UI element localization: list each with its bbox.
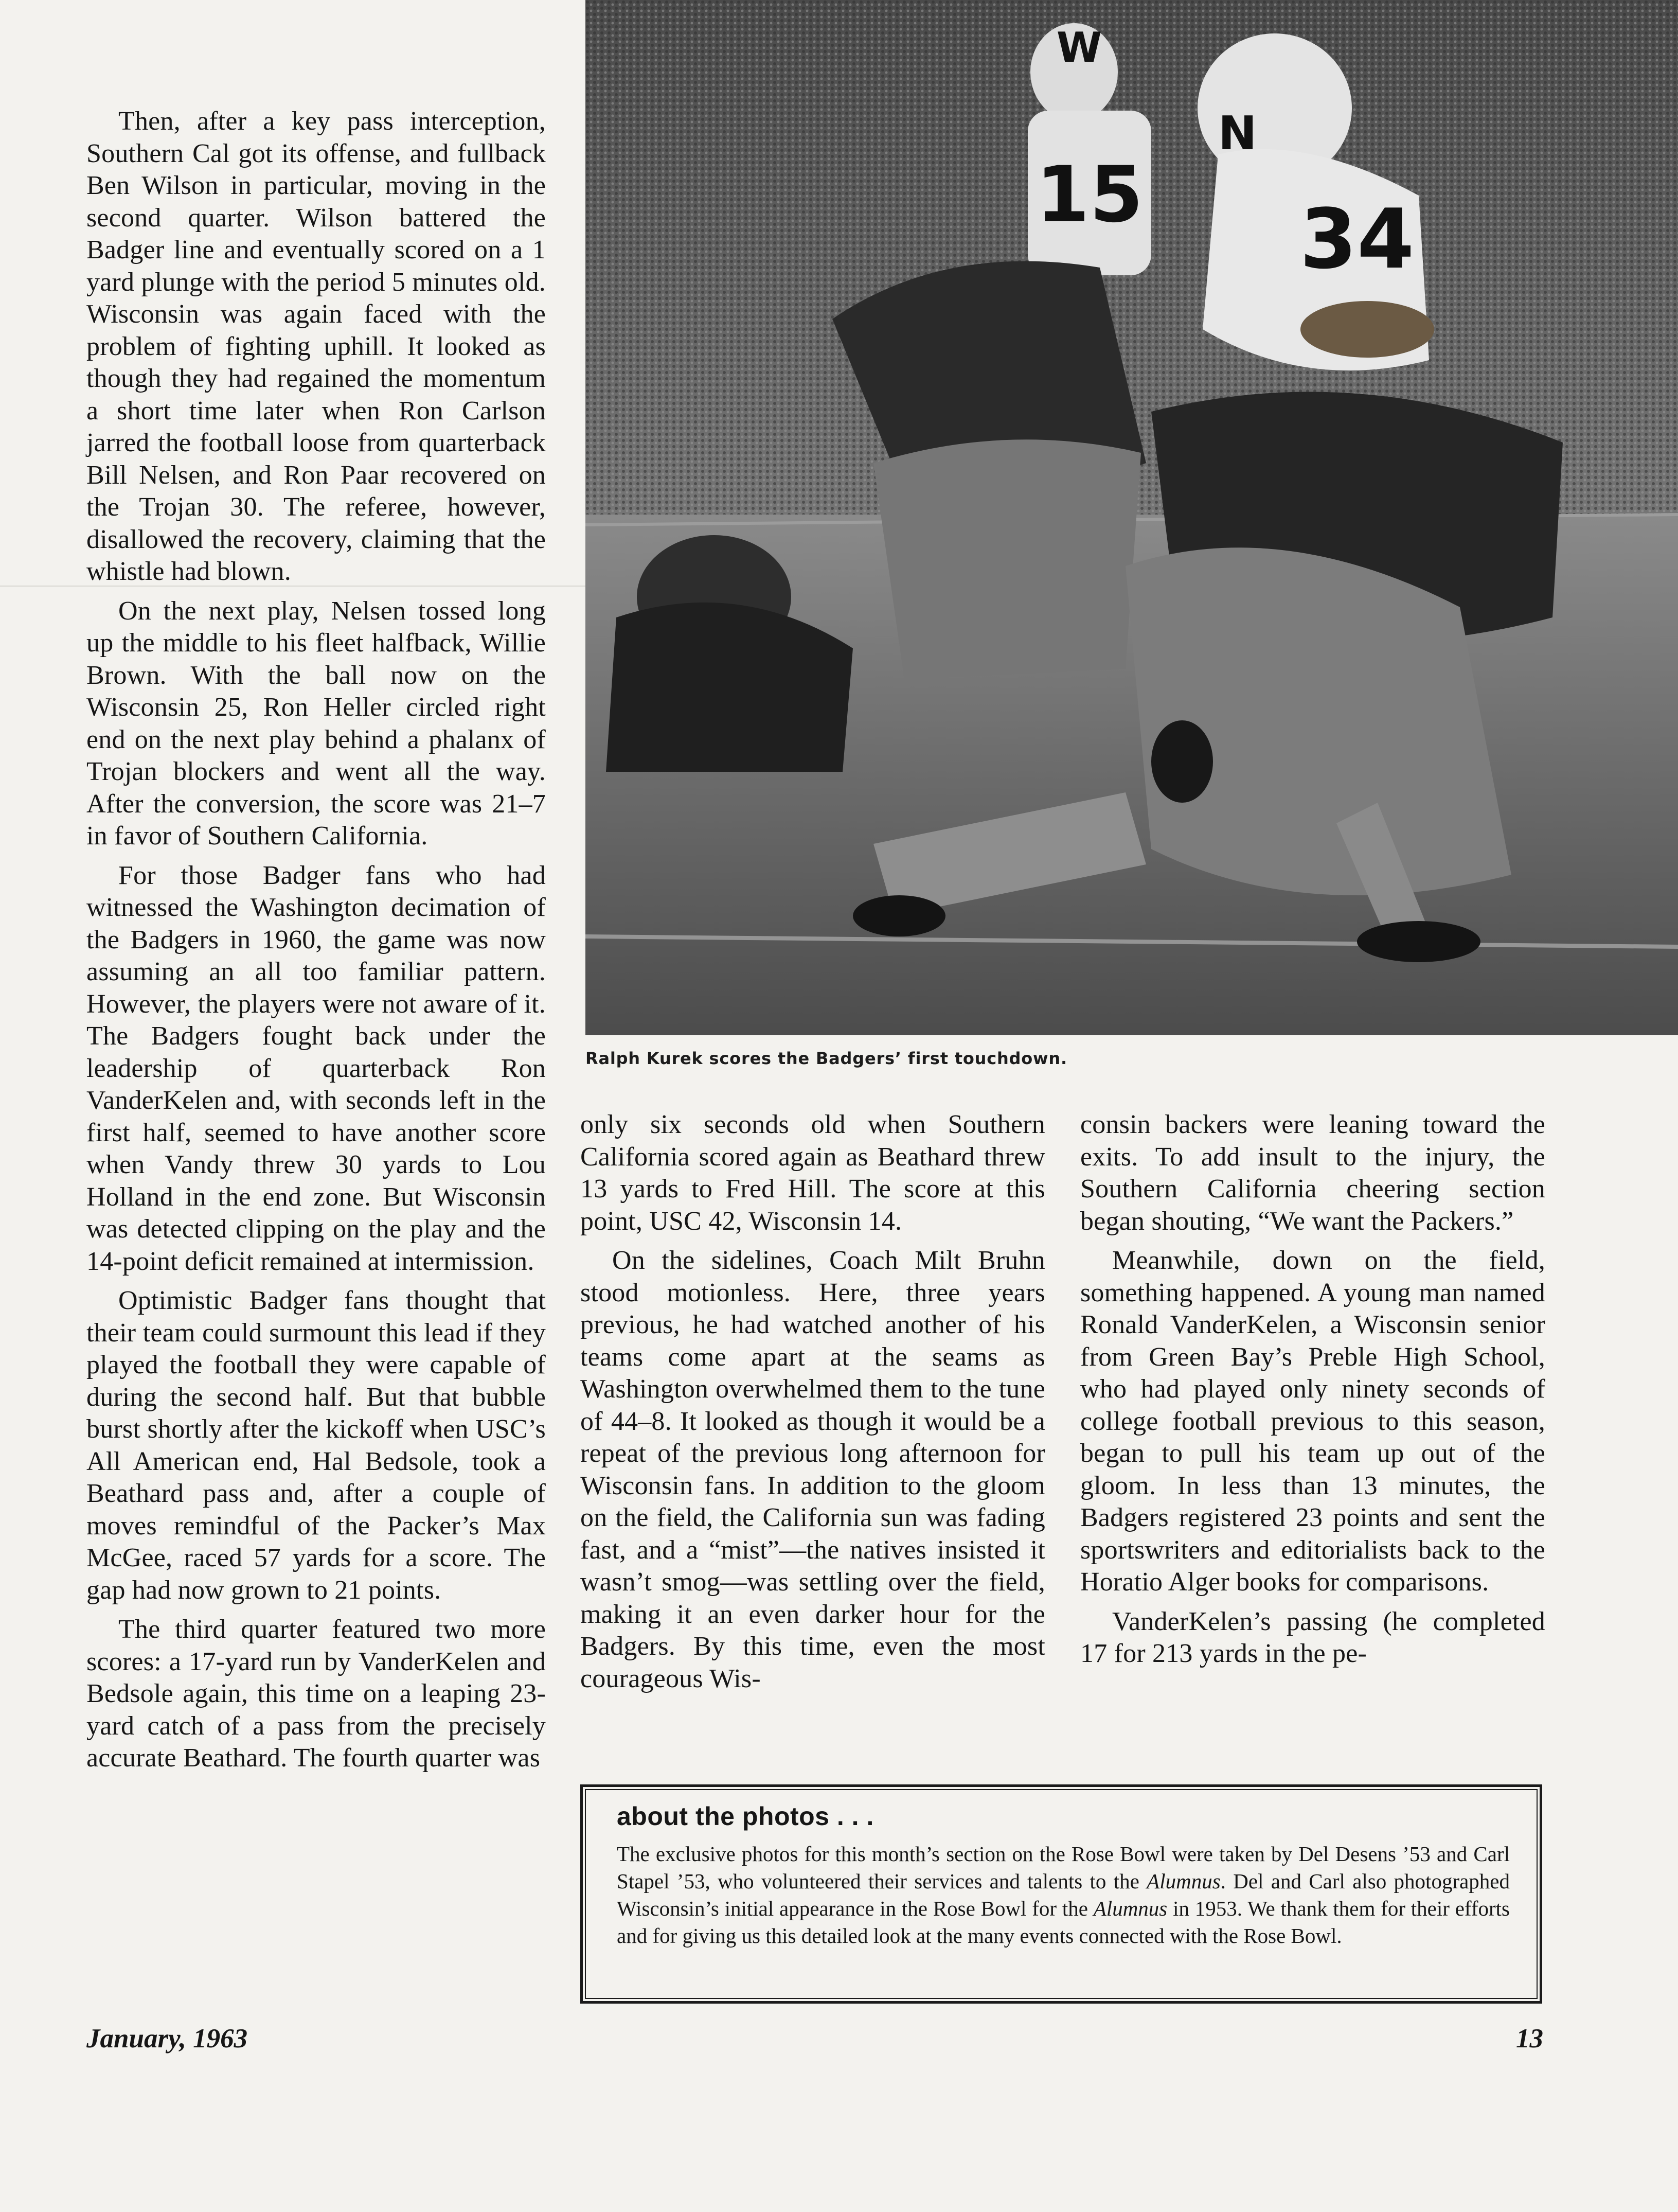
svg-text:15: 15 [1036,150,1144,240]
about-photos-text-a: The exclusive photos for this month’s section on the Rose Bowl were taken by Del Desens ’53 and Carl Stapel ’53, who volunteered their services and talents to the [617,1842,1510,1893]
publication-name: Alumnus [1093,1897,1168,1920]
paragraph: consin backers were leaning toward the exits. To add insult to the injury, the Southern California cheering section began shouting, “We want the Packers.” [1080,1110,1545,1236]
article-column-2 [580,1109,1045,1695]
paragraph: Meanwhile, down on the field, something happened. A young man named Ronald VanderKelen, a Wisconsin senior from Green Bay’s Preble High School, who had played only ninety seconds of college football previous to this season, began to pull his team up out of the gloom. In less than 13 minutes, the Badgers registered 23 points and sent the sportswriters and editorialists back to the Horatio Alger books for comparisons. [1080,1246,1545,1597]
football-photo-illustration [585,0,1678,1035]
paragraph: Optimistic Badger fans thought that their team could surmount this lead if they played the football they were capable of during the second half. But that bubble burst shortly after the kickoff when USC’s All American end, Hal Bedsole, took a Beathard pass and, after a couple of moves remindful of the Packer’s Max McGee, raced 57 yards for a score. The gap had now grown to 21 points. [86,1286,546,1605]
football-photo [585,0,1678,1035]
about-the-photos-box [580,1784,1542,2004]
svg-text:W: W [1056,24,1102,72]
paragraph: The third quarter featured two more scores: a 17-yard run by VanderKelen and Bedsole again, this time on a leaping 23-yard catch of a pass from the precisely accurate Beathard. The fourth quarter was [86,1615,546,1773]
svg-text:N: N [1218,107,1257,161]
paragraph: For those Badger fans who had witnessed the Washington decimation of the Badgers in 1960, the game was now assuming an all too familiar pattern. However, the players were not aware of it. The Badgers fought back under the leadership of quarterback Ron VanderKelen and, with seconds left in the first half, seemed to have another score when Vandy threw 30 yards to Lou Holland in the end zone. But Wisconsin was detected clipping on the play and the 14-point deficit remained at intermission. [86,860,546,1276]
paragraph: Then, after a key pass interception, Southern Cal got its offense, and fullback Ben Wilson in particular, moving in the second quarter. Wilson battered the Badger line and eventually scored on a 1 yard plunge with the period 5 minutes old. Wisconsin was again faced with the problem of fighting uphill. It looked as though they had regained the momentum a short time later when Ron Carlson jarred the football loose from quarterback Bill Nelsen, and Ron Paar recovered on the Trojan 30. The referee, however, disallowed the recovery, claiming that the whistle had blown. [86,107,546,586]
article-column-3 [1080,1109,1545,1670]
about-photos-title: about the photos . . . [617,1802,874,1831]
photo-caption: Ralph Kurek scores the Badgers’ first touchdown. [585,1049,1067,1068]
about-photos-text [617,1841,1510,1950]
paragraph: only six seconds old when Southern California scored again as Beathard threw 13 yards to Fred Hill. The score at this point, USC 42, Wisconsin 14. [580,1110,1045,1236]
article-column-1 [86,105,546,1775]
paragraph: On the next play, Nelsen tossed long up the middle to his fleet halfback, Willie Brown. With the ball now on the Wisconsin 25, Ron Heller circled right end on the next play behind a phalanx of Trojan blockers and went all the way. After the conversion, the score was 21–7 in favor of Southern California. [86,596,546,851]
svg-text:34: 34 [1299,191,1415,287]
about-photos-text-c: in 1953. We thank them for their efforts and for giving us this detailed look at the many events connected with the Rose Bowl. [617,1897,1510,1948]
about-photos-text-b: . Del and Carl also photographed Wisconsin’s initial appearance in the Rose Bowl for the [617,1869,1510,1920]
paragraph: VanderKelen’s passing (he completed 17 for 213 yards in the pe- [1080,1606,1545,1668]
paragraph: On the sidelines, Coach Milt Bruhn stood motionless. Here, three years previous, he had watched another of his teams come apart at the seams as Washington overwhelmed them to the tune of 44–8. It looked as though it would be a repeat of the previous long afternoon for Wisconsin fans. In addition to the gloom on the field, the California sun was fading fast, and a “mist”—the natives insisted it wasn’t smog—was settling over the field, making it an even darker hour for the Badgers. By this time, even the most courageous Wis- [580,1246,1045,1693]
footer-date: January, 1963 [86,2024,248,2054]
publication-name: Alumnus [1147,1869,1221,1893]
page-number: 13 [1516,2024,1543,2054]
